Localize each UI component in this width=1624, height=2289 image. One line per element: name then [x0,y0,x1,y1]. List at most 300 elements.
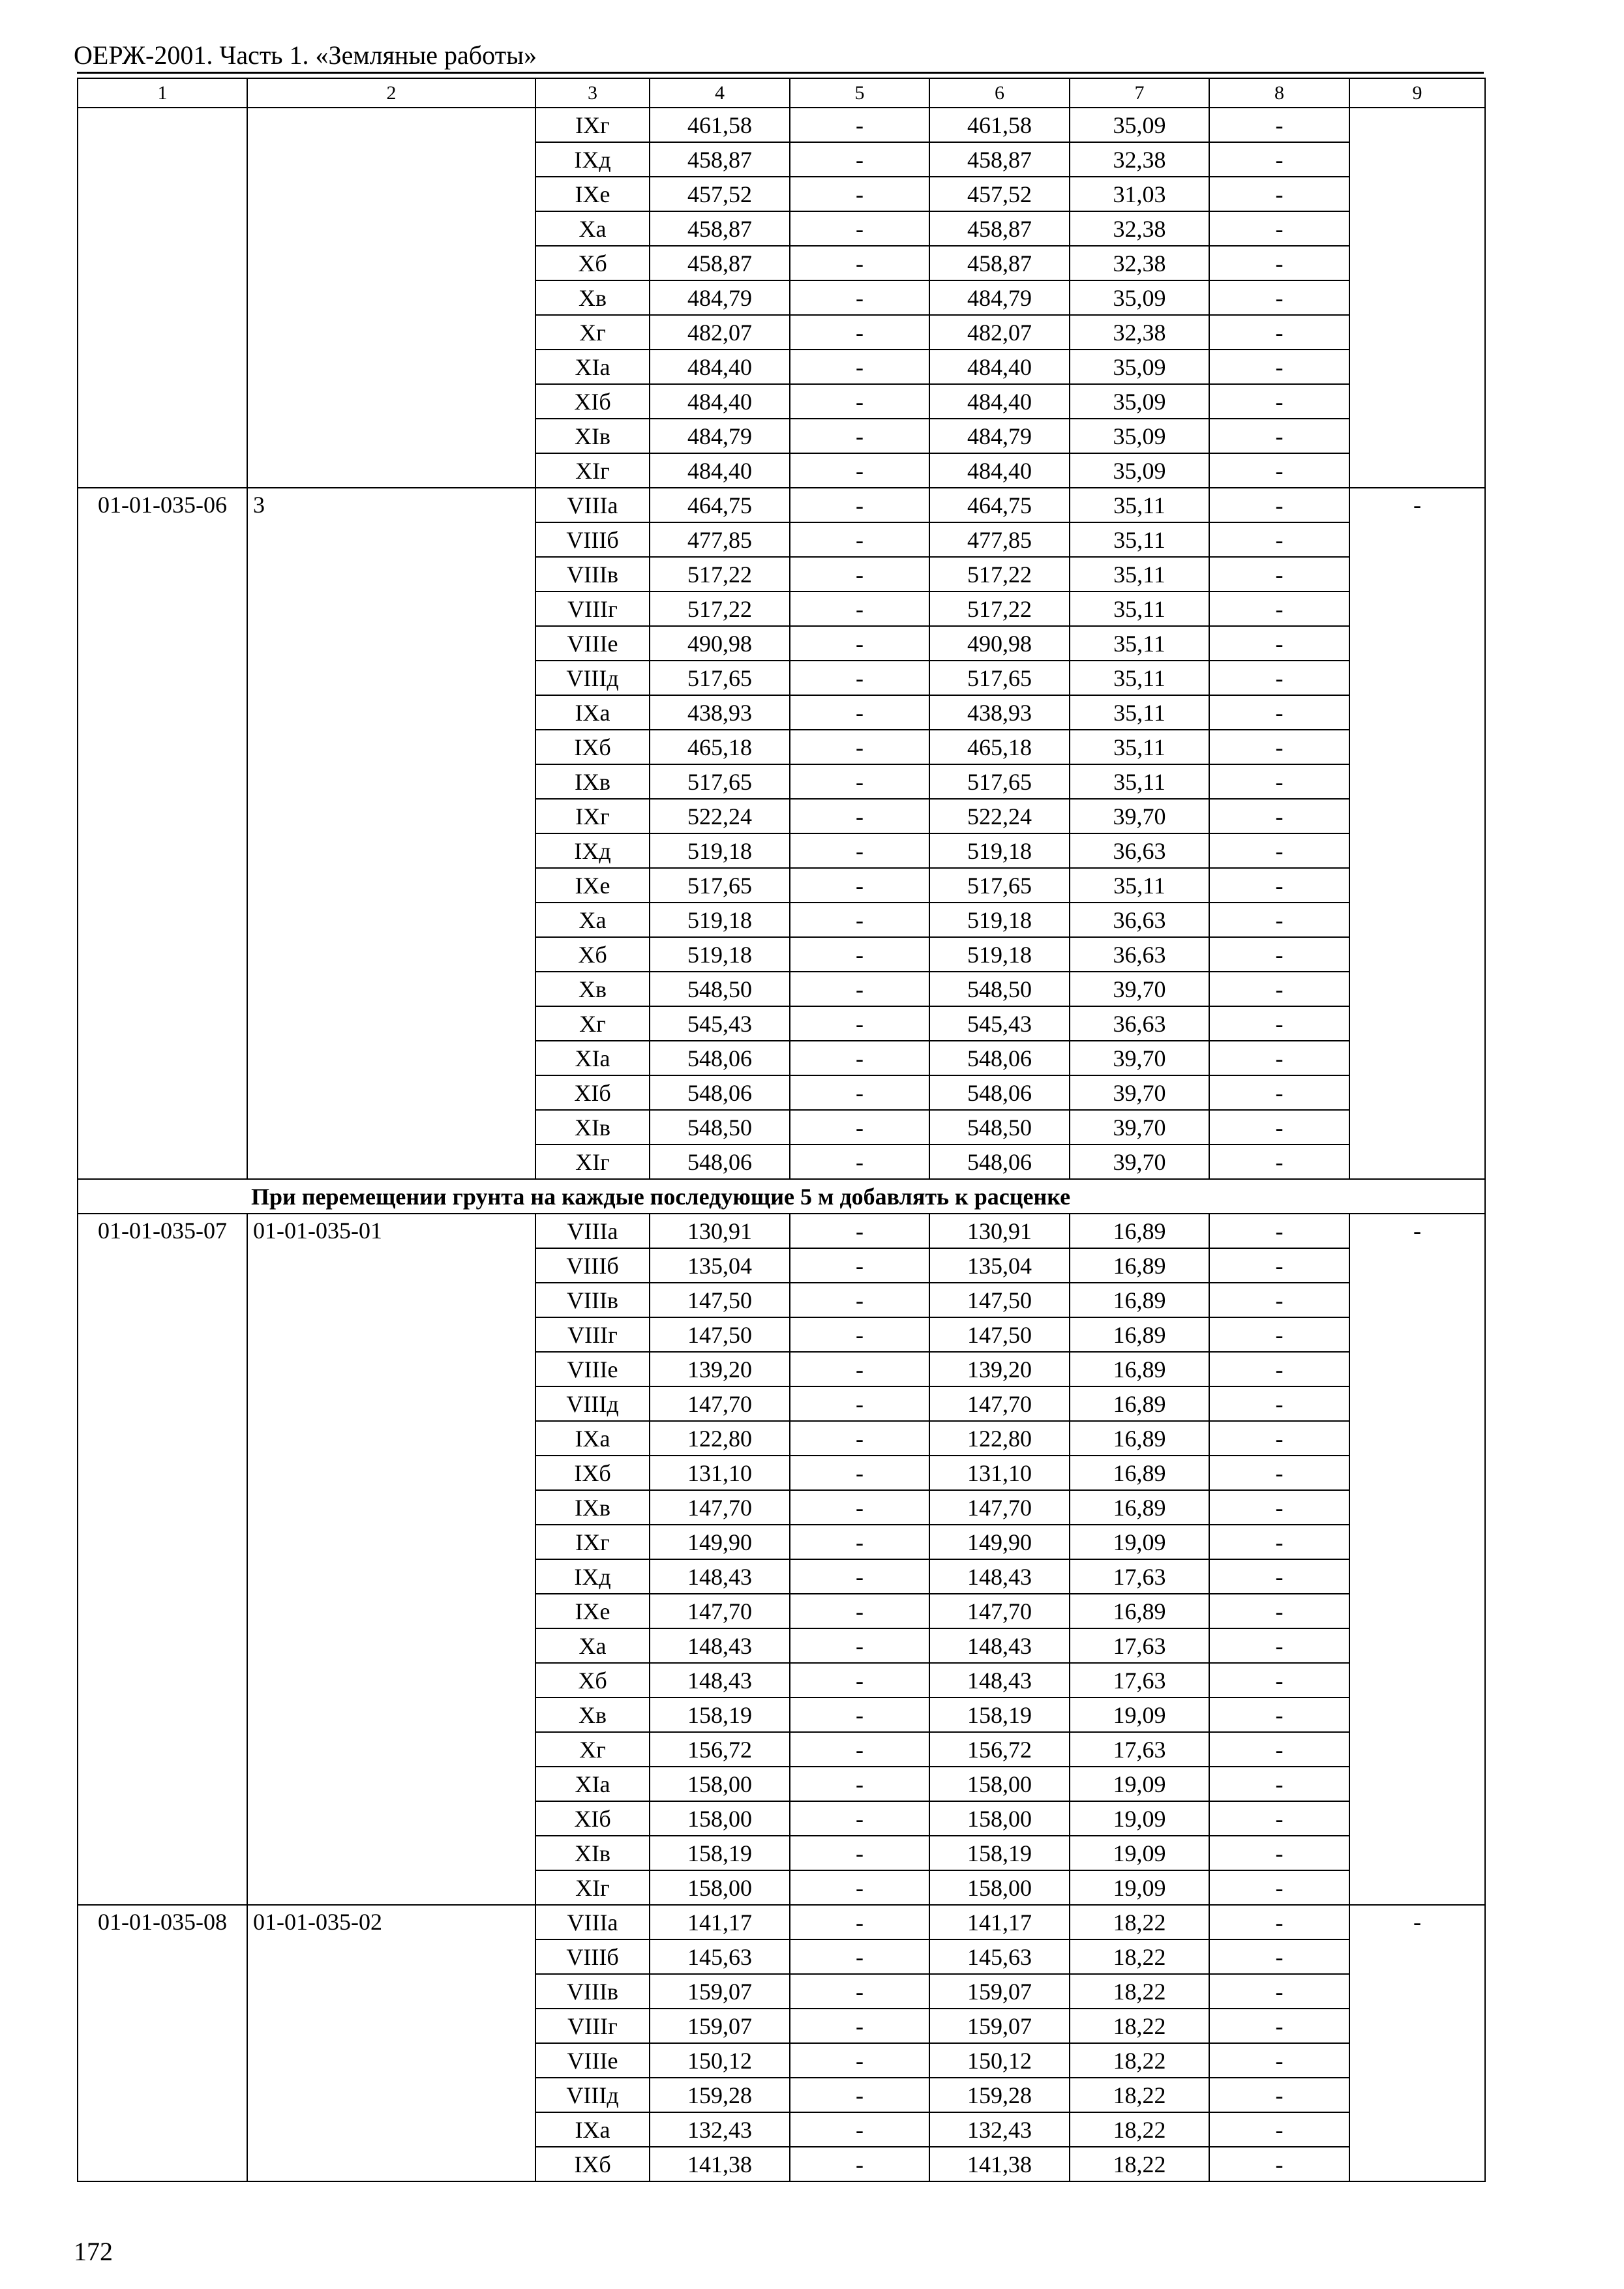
machine-cost-cell: 548,06 [929,1144,1070,1179]
soil-category-cell: IXe [535,1594,650,1628]
driver-wages-cell: 18,22 [1070,2147,1209,2181]
materials-cell: - [1209,522,1349,557]
materials-cell: - [1209,1456,1349,1490]
driver-wages-cell: 19,09 [1070,1767,1209,1801]
soil-category-cell: VIIIб [535,522,650,557]
column-number-5: 5 [790,78,929,108]
driver-wages-cell: 35,09 [1070,350,1209,384]
soil-category-cell: VIIIб [535,1939,650,1974]
direct-cost-cell: 458,87 [650,142,790,177]
driver-wages-cell: 35,09 [1070,108,1209,142]
soil-category-cell: IXд [535,833,650,868]
machine-cost-cell: 148,43 [929,1663,1070,1698]
column-number-3: 3 [535,78,650,108]
materials-cell: - [1209,1870,1349,1905]
wages-cell: - [790,2147,929,2181]
wages-cell: - [790,1248,929,1283]
machine-cost-cell: 158,00 [929,1767,1070,1801]
driver-wages-cell: 16,89 [1070,1283,1209,1317]
materials-cell: - [1209,1386,1349,1421]
materials-cell: - [1209,419,1349,453]
wages-cell: - [790,1836,929,1870]
materials-cell: - [1209,1801,1349,1836]
driver-wages-cell: 18,22 [1070,2078,1209,2112]
machine-cost-cell: 147,50 [929,1283,1070,1317]
soil-category-cell: XIв [535,419,650,453]
materials-cell: - [1209,142,1349,177]
soil-category-cell: VIIIд [535,2078,650,2112]
wages-cell: - [790,903,929,937]
wages-cell: - [790,557,929,591]
machine-cost-cell: 148,43 [929,1628,1070,1663]
machine-cost-cell: 130,91 [929,1214,1070,1248]
materials-cell: - [1209,177,1349,211]
materials-cell: - [1209,1663,1349,1698]
soil-category-cell: VIIIв [535,1283,650,1317]
direct-cost-cell: 147,70 [650,1386,790,1421]
wages-cell: - [790,1939,929,1974]
wages-cell: - [790,419,929,453]
direct-cost-cell: 135,04 [650,1248,790,1283]
driver-wages-cell: 36,63 [1070,1006,1209,1041]
direct-cost-cell: 158,19 [650,1836,790,1870]
driver-wages-cell: 16,89 [1070,1386,1209,1421]
direct-cost-cell: 484,79 [650,419,790,453]
direct-cost-cell: 548,06 [650,1075,790,1110]
column-number-9: 9 [1349,78,1485,108]
soil-category-cell: IXб [535,1456,650,1490]
materials-cell: - [1209,1525,1349,1559]
machine-cost-cell: 438,93 [929,695,1070,730]
wages-cell: - [790,1905,929,1939]
direct-cost-cell: 490,98 [650,626,790,661]
page-header-title: ОЕРЖ-2001. Часть 1. «Земляные работы» [74,40,537,70]
soil-category-cell: Xг [535,315,650,350]
machine-cost-cell: 490,98 [929,626,1070,661]
table-row [78,1905,1485,1939]
machine-cost-cell: 519,18 [929,937,1070,972]
wages-cell: - [790,695,929,730]
materials-cell: - [1209,661,1349,695]
direct-cost-cell: 158,00 [650,1801,790,1836]
machine-cost-cell: 522,24 [929,799,1070,833]
driver-wages-cell: 17,63 [1070,1663,1209,1698]
machine-cost-cell: 548,06 [929,1041,1070,1075]
direct-cost-cell: 517,65 [650,764,790,799]
wages-cell: - [790,1110,929,1144]
machine-cost-cell: 458,87 [929,211,1070,246]
soil-category-cell: XIв [535,1110,650,1144]
materials-cell: - [1209,108,1349,142]
column-number-7: 7 [1070,78,1209,108]
soil-category-cell: VIIIг [535,1317,650,1352]
soil-category-cell: VIIIв [535,1974,650,2009]
driver-wages-cell: 18,22 [1070,1905,1209,1939]
soil-category-cell: IXд [535,142,650,177]
rate-code: 01-01-035-08 [78,1905,247,2181]
driver-wages-cell: 36,63 [1070,833,1209,868]
direct-cost-cell: 122,80 [650,1421,790,1456]
machine-cost-cell: 158,19 [929,1698,1070,1732]
rate-code: 01-01-035-07 [78,1214,247,1905]
wages-cell: - [790,177,929,211]
soil-category-cell: VIIIa [535,1214,650,1248]
materials-cell: - [1209,453,1349,488]
soil-category-cell: VIIIг [535,591,650,626]
machine-cost-cell: 147,70 [929,1490,1070,1525]
driver-wages-cell: 18,22 [1070,2009,1209,2043]
soil-category-cell: VIIIa [535,1905,650,1939]
wages-cell: - [790,488,929,522]
soil-category-cell: XIг [535,453,650,488]
driver-wages-cell: 32,38 [1070,211,1209,246]
driver-wages-cell: 32,38 [1070,246,1209,280]
materials-cell: - [1209,246,1349,280]
materials-cell: - [1209,315,1349,350]
direct-cost-cell: 131,10 [650,1456,790,1490]
section-note-row [78,1179,1485,1214]
wages-cell: - [790,142,929,177]
materials-cell: - [1209,488,1349,522]
driver-wages-cell: 19,09 [1070,1801,1209,1836]
driver-wages-cell: 35,11 [1070,557,1209,591]
soil-category-cell: XIa [535,350,650,384]
driver-wages-cell: 35,11 [1070,626,1209,661]
soil-category-cell: XIв [535,1836,650,1870]
materials-cell: - [1209,764,1349,799]
materials-cell: - [1209,1421,1349,1456]
direct-cost-cell: 158,00 [650,1870,790,1905]
wages-cell: - [790,2112,929,2147]
direct-cost-cell: 141,17 [650,1905,790,1939]
direct-cost-cell: 519,18 [650,833,790,868]
machine-cost-cell: 159,07 [929,2009,1070,2043]
driver-wages-cell: 18,22 [1070,1974,1209,2009]
wages-cell: - [790,1974,929,2009]
driver-wages-cell: 35,09 [1070,453,1209,488]
direct-cost-cell: 458,87 [650,246,790,280]
column-number-2: 2 [247,78,535,108]
column-number-8: 8 [1209,78,1349,108]
wages-cell: - [790,1663,929,1698]
direct-cost-cell: 517,22 [650,591,790,626]
machine-cost-cell: 122,80 [929,1421,1070,1456]
materials-cell: - [1209,211,1349,246]
wages-cell: - [790,1525,929,1559]
soil-category-cell: IXг [535,1525,650,1559]
driver-wages-cell: 32,38 [1070,315,1209,350]
wages-cell: - [790,868,929,903]
direct-cost-cell: 548,50 [650,1110,790,1144]
materials-cell: - [1209,1628,1349,1663]
wages-cell: - [790,2078,929,2112]
direct-cost-cell: 130,91 [650,1214,790,1248]
table-body [78,78,1485,2181]
soil-category-cell: IXe [535,177,650,211]
materials-cell: - [1209,695,1349,730]
direct-cost-cell: 517,65 [650,868,790,903]
machine-cost-cell: 158,19 [929,1836,1070,1870]
header-rule [77,72,1484,74]
rate-reference [247,108,535,488]
direct-cost-cell: 141,38 [650,2147,790,2181]
direct-cost-cell: 461,58 [650,108,790,142]
wages-cell: - [790,1490,929,1525]
rate-reference: 01-01-035-01 [247,1214,535,1905]
machine-cost-cell: 149,90 [929,1525,1070,1559]
soil-category-cell: IXб [535,2147,650,2181]
soil-category-cell: Xб [535,1663,650,1698]
soil-category-cell: IXв [535,1490,650,1525]
materials-cell: - [1209,1041,1349,1075]
wages-cell: - [790,2043,929,2078]
driver-wages-cell: 17,63 [1070,1559,1209,1594]
driver-wages-cell: 19,09 [1070,1698,1209,1732]
materials-cell: - [1209,1974,1349,2009]
labor-cost-cell [1349,108,1485,488]
machine-cost-cell: 147,70 [929,1594,1070,1628]
materials-cell: - [1209,972,1349,1006]
materials-cell: - [1209,2043,1349,2078]
direct-cost-cell: 159,28 [650,2078,790,2112]
wages-cell: - [790,1041,929,1075]
materials-cell: - [1209,2147,1349,2181]
machine-cost-cell: 458,87 [929,246,1070,280]
column-number-1: 1 [78,78,247,108]
soil-category-cell: Xв [535,280,650,315]
soil-category-cell: VIIIв [535,557,650,591]
driver-wages-cell: 18,22 [1070,2043,1209,2078]
direct-cost-cell: 147,70 [650,1490,790,1525]
soil-category-cell: Xг [535,1006,650,1041]
wages-cell: - [790,2009,929,2043]
machine-cost-cell: 548,50 [929,972,1070,1006]
table-row [78,1214,1485,1248]
direct-cost-cell: 159,07 [650,2009,790,2043]
wages-cell: - [790,1075,929,1110]
driver-wages-cell: 17,63 [1070,1732,1209,1767]
machine-cost-cell: 517,65 [929,868,1070,903]
wages-cell: - [790,764,929,799]
machine-cost-cell: 135,04 [929,1248,1070,1283]
driver-wages-cell: 35,09 [1070,280,1209,315]
wages-cell: - [790,1767,929,1801]
machine-cost-cell: 477,85 [929,522,1070,557]
wages-cell: - [790,1698,929,1732]
machine-cost-cell: 458,87 [929,142,1070,177]
driver-wages-cell: 35,11 [1070,591,1209,626]
driver-wages-cell: 35,11 [1070,522,1209,557]
materials-cell: - [1209,1352,1349,1386]
wages-cell: - [790,626,929,661]
wages-cell: - [790,108,929,142]
soil-category-cell: IXa [535,1421,650,1456]
materials-cell: - [1209,1075,1349,1110]
materials-cell: - [1209,1006,1349,1041]
soil-category-cell: IXг [535,108,650,142]
labor-cost-cell: - [1349,1214,1485,1905]
direct-cost-cell: 132,43 [650,2112,790,2147]
driver-wages-cell: 39,70 [1070,799,1209,833]
machine-cost-cell: 517,22 [929,591,1070,626]
direct-cost-cell: 147,50 [650,1317,790,1352]
direct-cost-cell: 548,06 [650,1144,790,1179]
driver-wages-cell: 16,89 [1070,1594,1209,1628]
machine-cost-cell: 139,20 [929,1352,1070,1386]
wages-cell: - [790,1421,929,1456]
wages-cell: - [790,1006,929,1041]
soil-category-cell: VIIIe [535,1352,650,1386]
materials-cell: - [1209,384,1349,419]
direct-cost-cell: 522,24 [650,799,790,833]
soil-category-cell: VIIIб [535,1248,650,1283]
driver-wages-cell: 36,63 [1070,937,1209,972]
materials-cell: - [1209,1317,1349,1352]
soil-category-cell: Xa [535,211,650,246]
direct-cost-cell: 482,07 [650,315,790,350]
wages-cell: - [790,972,929,1006]
materials-cell: - [1209,1698,1349,1732]
direct-cost-cell: 458,87 [650,211,790,246]
section-note: При перемещении грунта на каждые последующие 5 м добавлять к расценке [78,1179,1485,1214]
soil-category-cell: VIIIa [535,488,650,522]
machine-cost-cell: 147,70 [929,1386,1070,1421]
driver-wages-cell: 39,70 [1070,1041,1209,1075]
direct-cost-cell: 156,72 [650,1732,790,1767]
direct-cost-cell: 548,50 [650,972,790,1006]
driver-wages-cell: 16,89 [1070,1421,1209,1456]
materials-cell: - [1209,833,1349,868]
wages-cell: - [790,661,929,695]
materials-cell: - [1209,868,1349,903]
direct-cost-cell: 457,52 [650,177,790,211]
direct-cost-cell: 484,40 [650,453,790,488]
driver-wages-cell: 18,22 [1070,1939,1209,1974]
materials-cell: - [1209,937,1349,972]
wages-cell: - [790,1317,929,1352]
materials-cell: - [1209,2009,1349,2043]
driver-wages-cell: 39,70 [1070,972,1209,1006]
wages-cell: - [790,1386,929,1421]
soil-category-cell: IXг [535,799,650,833]
column-number-row [78,78,1485,108]
materials-cell: - [1209,1939,1349,1974]
direct-cost-cell: 484,40 [650,350,790,384]
direct-cost-cell: 545,43 [650,1006,790,1041]
wages-cell: - [790,937,929,972]
direct-cost-cell: 139,20 [650,1352,790,1386]
machine-cost-cell: 159,07 [929,1974,1070,2009]
wages-cell: - [790,1283,929,1317]
machine-cost-cell: 484,79 [929,280,1070,315]
direct-cost-cell: 158,19 [650,1698,790,1732]
machine-cost-cell: 548,06 [929,1075,1070,1110]
soil-category-cell: XIб [535,1075,650,1110]
driver-wages-cell: 16,89 [1070,1317,1209,1352]
materials-cell: - [1209,1836,1349,1870]
machine-cost-cell: 517,22 [929,557,1070,591]
soil-category-cell: IXд [535,1559,650,1594]
page-number: 172 [74,2237,113,2266]
materials-cell: - [1209,280,1349,315]
materials-cell: - [1209,1905,1349,1939]
driver-wages-cell: 35,11 [1070,661,1209,695]
direct-cost-cell: 148,43 [650,1663,790,1698]
materials-cell: - [1209,2112,1349,2147]
direct-cost-cell: 149,90 [650,1525,790,1559]
direct-cost-cell: 158,00 [650,1767,790,1801]
rate-reference: 3 [247,488,535,1179]
driver-wages-cell: 39,70 [1070,1110,1209,1144]
direct-cost-cell: 517,65 [650,661,790,695]
soil-category-cell: Xв [535,1698,650,1732]
direct-cost-cell: 464,75 [650,488,790,522]
driver-wages-cell: 35,11 [1070,488,1209,522]
soil-category-cell: VIIIe [535,626,650,661]
wages-cell: - [790,730,929,764]
labor-cost-cell: - [1349,1905,1485,2181]
direct-cost-cell: 519,18 [650,903,790,937]
machine-cost-cell: 484,79 [929,419,1070,453]
wages-cell: - [790,799,929,833]
driver-wages-cell: 18,22 [1070,2112,1209,2147]
wages-cell: - [790,1732,929,1767]
driver-wages-cell: 35,11 [1070,868,1209,903]
materials-cell: - [1209,591,1349,626]
machine-cost-cell: 465,18 [929,730,1070,764]
driver-wages-cell: 16,89 [1070,1248,1209,1283]
driver-wages-cell: 31,03 [1070,177,1209,211]
driver-wages-cell: 16,89 [1070,1456,1209,1490]
soil-category-cell: Xб [535,937,650,972]
materials-cell: - [1209,1110,1349,1144]
machine-cost-cell: 147,50 [929,1317,1070,1352]
materials-cell: - [1209,1767,1349,1801]
direct-cost-cell: 150,12 [650,2043,790,2078]
materials-cell: - [1209,557,1349,591]
materials-cell: - [1209,903,1349,937]
machine-cost-cell: 159,28 [929,2078,1070,2112]
machine-cost-cell: 145,63 [929,1939,1070,1974]
direct-cost-cell: 438,93 [650,695,790,730]
wages-cell: - [790,1214,929,1248]
wages-cell: - [790,1559,929,1594]
driver-wages-cell: 16,89 [1070,1490,1209,1525]
soil-category-cell: XIa [535,1767,650,1801]
materials-cell: - [1209,626,1349,661]
machine-cost-cell: 141,38 [929,2147,1070,2181]
direct-cost-cell: 145,63 [650,1939,790,1974]
machine-cost-cell: 484,40 [929,350,1070,384]
soil-category-cell: XIб [535,1801,650,1836]
direct-cost-cell: 477,85 [650,522,790,557]
soil-category-cell: XIб [535,384,650,419]
soil-category-cell: IXe [535,868,650,903]
labor-cost-cell: - [1349,488,1485,1179]
soil-category-cell: VIIIг [535,2009,650,2043]
machine-cost-cell: 457,52 [929,177,1070,211]
machine-cost-cell: 519,18 [929,903,1070,937]
driver-wages-cell: 35,11 [1070,695,1209,730]
driver-wages-cell: 19,09 [1070,1525,1209,1559]
materials-cell: - [1209,799,1349,833]
wages-cell: - [790,246,929,280]
materials-cell: - [1209,1248,1349,1283]
driver-wages-cell: 39,70 [1070,1075,1209,1110]
materials-cell: - [1209,1144,1349,1179]
direct-cost-cell: 148,43 [650,1628,790,1663]
materials-cell: - [1209,1559,1349,1594]
